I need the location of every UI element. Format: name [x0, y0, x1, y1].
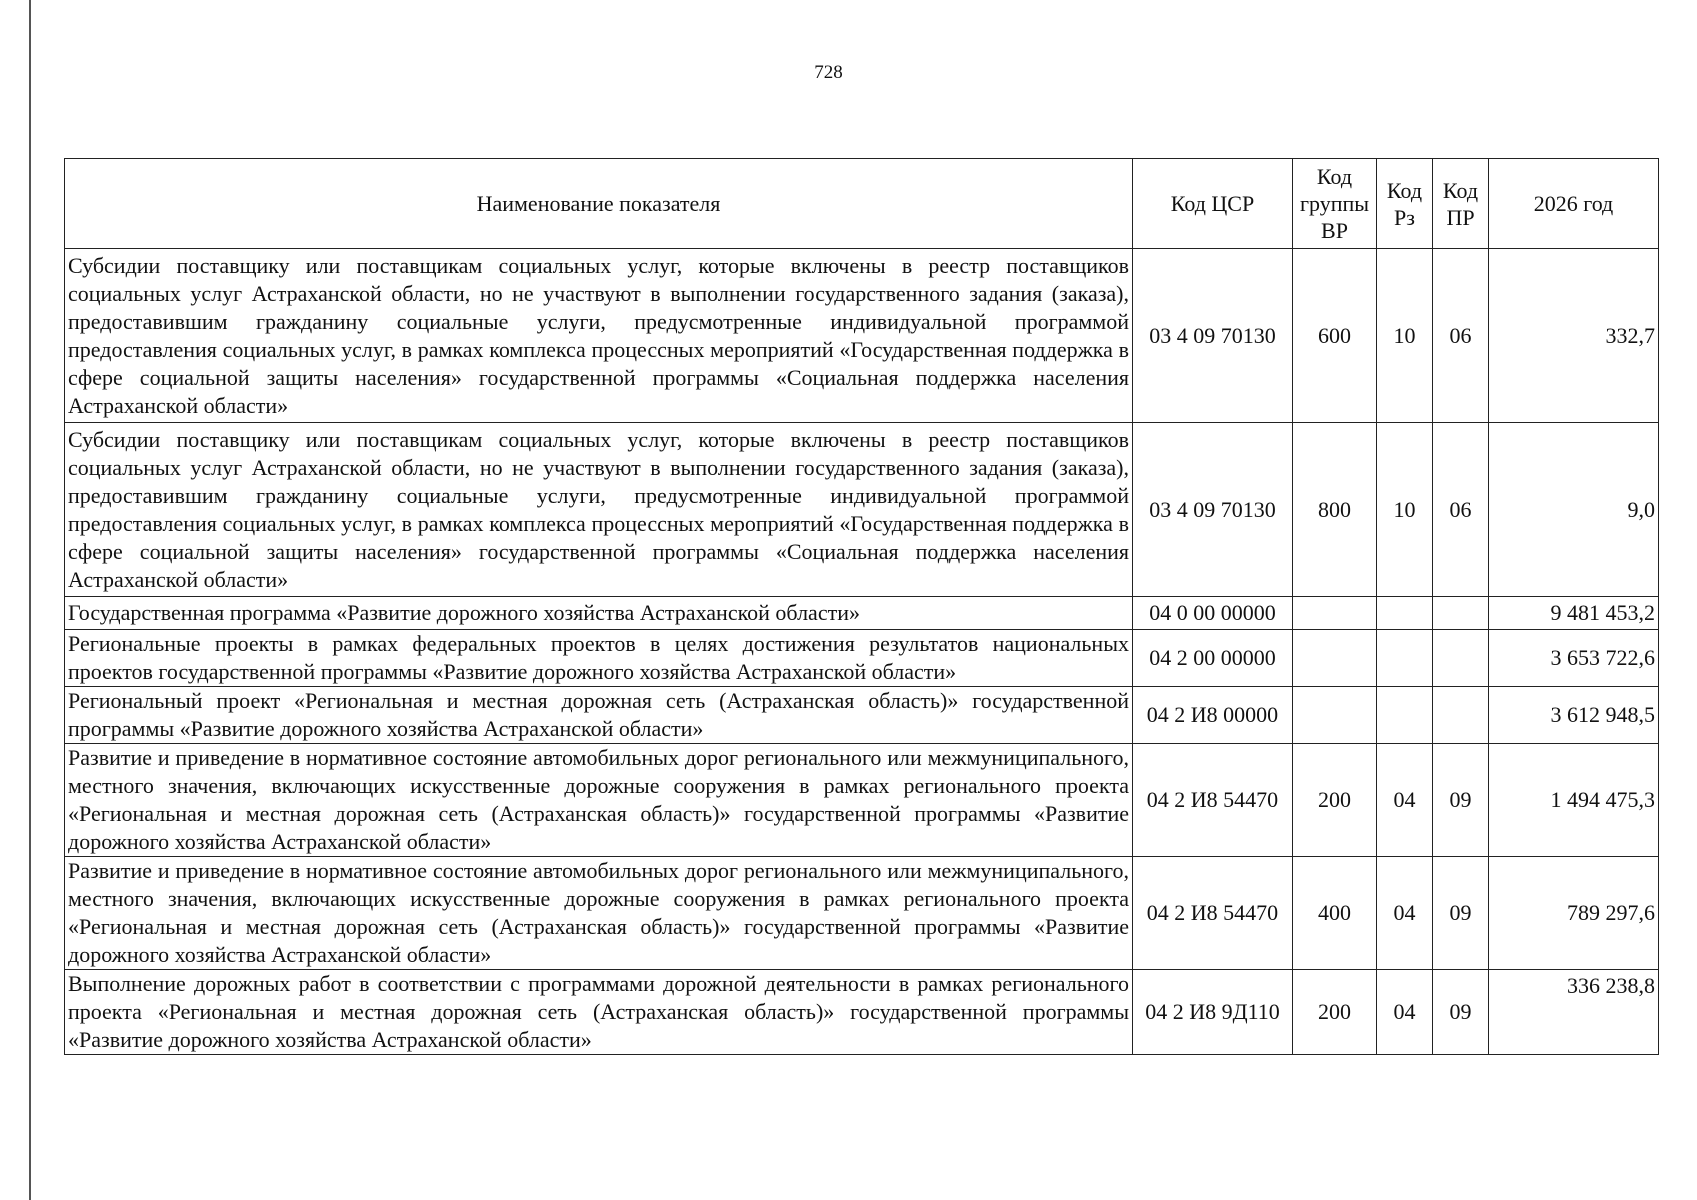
row-rz: 04 [1377, 744, 1433, 857]
row-name: Выполнение дорожных работ в соответствии с программами дорожной деятельности в рамках регионального проекта «Региональная и местная дорожная сеть (Астраханская область)» государственной программы «Развитие дорожного хозяйства Астраханской области» [65, 970, 1133, 1055]
row-csr: 04 2 00 00000 [1133, 630, 1293, 687]
row-name: Субсидии поставщику или поставщикам социальных услуг, которые включены в реестр поставщиков социальных услуг Астраханской области, но не участвуют в выполнении государственного задания (заказа), предоставившим гражданину социальные услуги, предусмотренные индивидуальной программой предоставления социальных услуг, в рамках комплекса процессных мероприятий «Государственная поддержка в сфере социальной защиты населения» государственной программы «Социальная поддержка населения Астраханской области» [65, 423, 1133, 597]
budget-table [64, 158, 1659, 1055]
table-header-row [65, 159, 1659, 249]
row-pr: 06 [1433, 249, 1489, 423]
row-rz: 04 [1377, 970, 1433, 1055]
row-name: Развитие и приведение в нормативное состояние автомобильных дорог регионального или межмуниципального, местного значения, включающих искусственные дорожные сооружения в рамках регионального проекта «Региональная и местная дорожная сеть (Астраханская область)» государственной программы «Развитие дорожного хозяйства Астраханской области» [65, 857, 1133, 970]
row-vr [1293, 630, 1377, 687]
row-rz: 10 [1377, 249, 1433, 423]
row-rz: 10 [1377, 423, 1433, 597]
row-csr: 04 0 00 00000 [1133, 597, 1293, 630]
row-vr: 800 [1293, 423, 1377, 597]
row-amount: 336 238,8 [1489, 970, 1659, 1055]
row-name: Субсидии поставщику или поставщикам социальных услуг, которые включены в реестр поставщиков социальных услуг Астраханской области, но не участвуют в выполнении государственного задания (заказа), предоставившим гражданину социальные услуги, предусмотренные индивидуальной программой предоставления социальных услуг, в рамках комплекса процессных мероприятий «Государственная поддержка в сфере социальной защиты населения» государственной программы «Социальная поддержка населения Астраханской области» [65, 249, 1133, 423]
row-amount: 9 481 453,2 [1489, 597, 1659, 630]
row-rz [1377, 687, 1433, 744]
row-pr: 09 [1433, 857, 1489, 970]
row-amount: 9,0 [1489, 423, 1659, 597]
row-csr: 03 4 09 70130 [1133, 249, 1293, 423]
row-csr: 04 2 И8 00000 [1133, 687, 1293, 744]
row-pr: 06 [1433, 423, 1489, 597]
table-row [65, 687, 1659, 744]
row-vr: 200 [1293, 744, 1377, 857]
table-row [65, 630, 1659, 687]
row-pr [1433, 687, 1489, 744]
row-name: Региональный проект «Региональная и местная дорожная сеть (Астраханская область)» государственной программы «Развитие дорожного хозяйства Астраханской области» [65, 687, 1133, 744]
row-csr: 04 2 И8 54470 [1133, 744, 1293, 857]
row-vr: 200 [1293, 970, 1377, 1055]
header-year: 2026 год [1489, 159, 1659, 249]
table-row [65, 857, 1659, 970]
row-amount: 789 297,6 [1489, 857, 1659, 970]
table-row [65, 744, 1659, 857]
row-name: Развитие и приведение в нормативное состояние автомобильных дорог регионального или межмуниципального, местного значения, включающих искусственные дорожные сооружения в рамках регионального проекта «Региональная и местная дорожная сеть (Астраханская область)» государственной программы «Развитие дорожного хозяйства Астраханской области» [65, 744, 1133, 857]
row-amount: 332,7 [1489, 249, 1659, 423]
row-rz: 04 [1377, 857, 1433, 970]
row-pr [1433, 597, 1489, 630]
row-amount: 3 612 948,5 [1489, 687, 1659, 744]
table-row [65, 597, 1659, 630]
table-row [65, 249, 1659, 423]
row-amount: 3 653 722,6 [1489, 630, 1659, 687]
page-number [0, 62, 1697, 84]
page-number-text: 728 [814, 62, 843, 83]
row-name: Государственная программа «Развитие дорожного хозяйства Астраханской области» [65, 597, 1133, 630]
table-row [65, 423, 1659, 597]
row-name: Региональные проекты в рамках федеральных проектов в целях достижения результатов национальных проектов государственной программы «Развитие дорожного хозяйства Астраханской области» [65, 630, 1133, 687]
header-vr: Код группы ВР [1293, 159, 1377, 249]
row-pr: 09 [1433, 970, 1489, 1055]
row-rz [1377, 630, 1433, 687]
row-vr: 400 [1293, 857, 1377, 970]
row-amount: 1 494 475,3 [1489, 744, 1659, 857]
header-pr: Код ПР [1433, 159, 1489, 249]
row-vr [1293, 687, 1377, 744]
header-csr: Код ЦСР [1133, 159, 1293, 249]
row-csr: 04 2 И8 54470 [1133, 857, 1293, 970]
row-vr: 600 [1293, 249, 1377, 423]
row-pr: 09 [1433, 744, 1489, 857]
left-margin-line [29, 0, 31, 1200]
row-csr: 04 2 И8 9Д110 [1133, 970, 1293, 1055]
header-name: Наименование показателя [65, 159, 1133, 249]
row-vr [1293, 597, 1377, 630]
header-rz: Код Рз [1377, 159, 1433, 249]
row-csr: 03 4 09 70130 [1133, 423, 1293, 597]
table-row [65, 970, 1659, 1055]
row-pr [1433, 630, 1489, 687]
row-rz [1377, 597, 1433, 630]
